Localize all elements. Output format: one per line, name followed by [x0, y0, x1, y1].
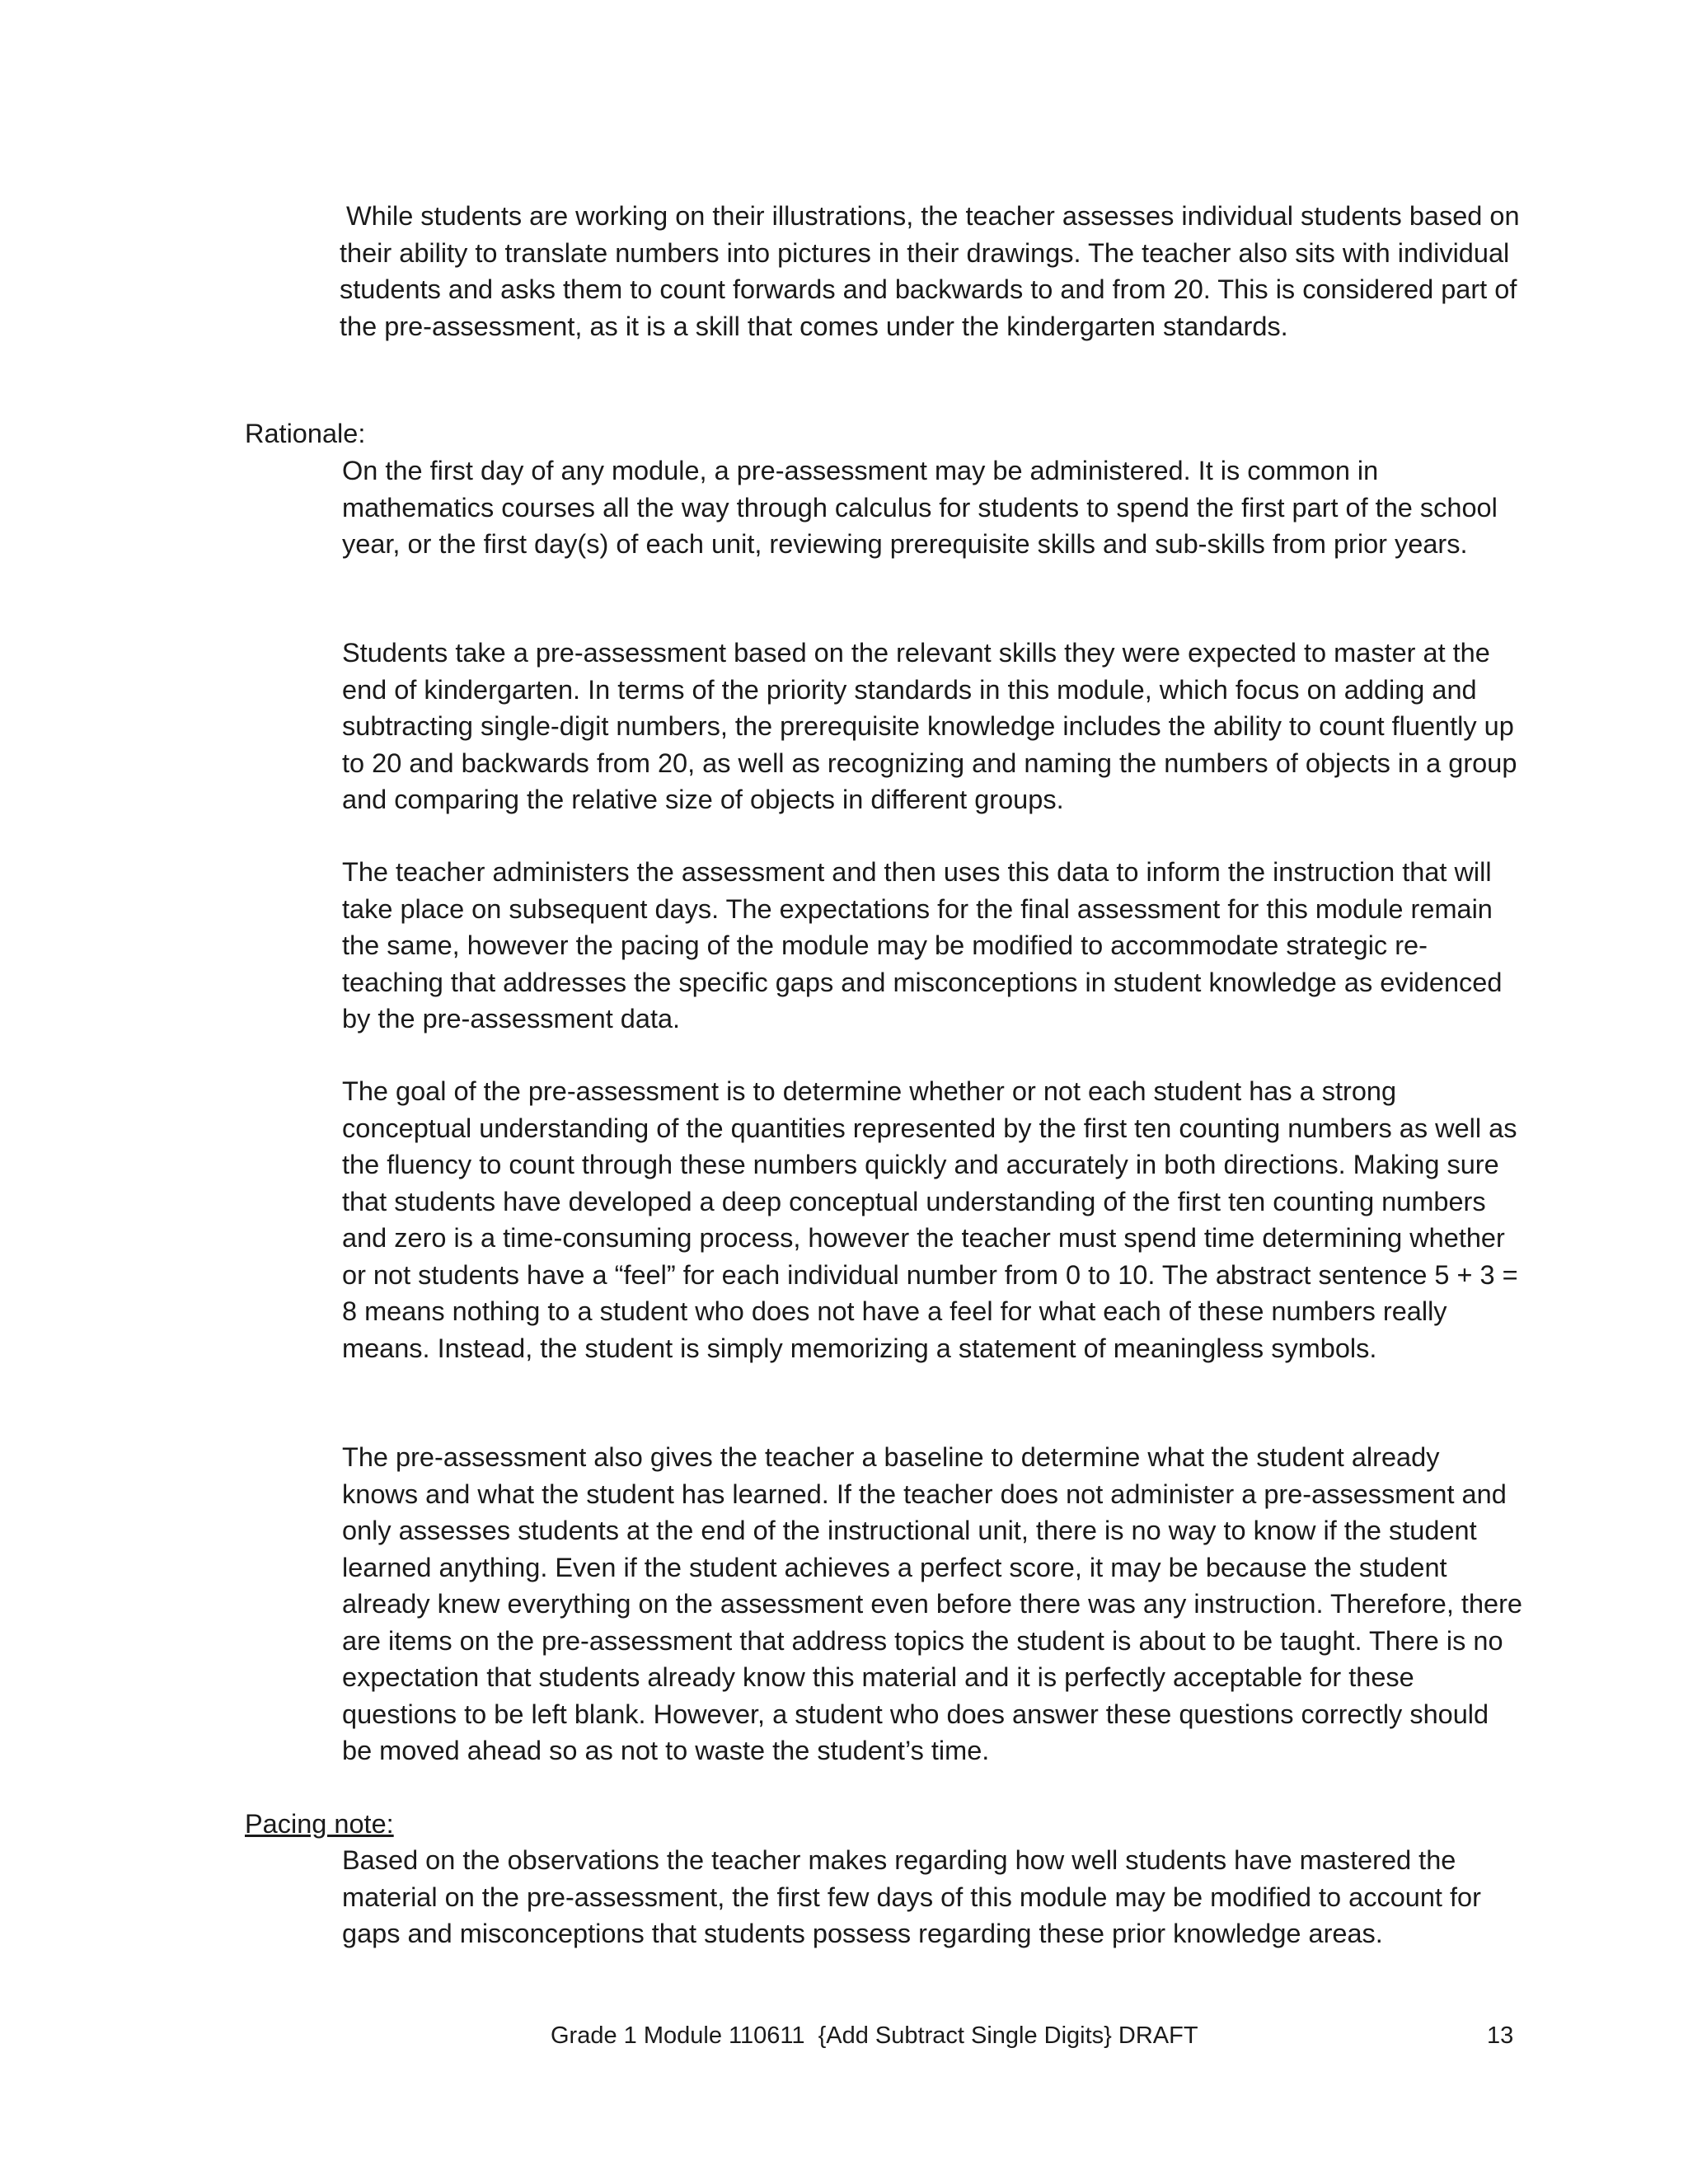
rationale-paragraph-5: The pre-assessment also gives the teacher a baseline to determine what the student already knows and what the student has learned. If the teacher does not administer a pre-assessment and only assesses students at the end of the instructional unit, there is no way to know if the student learned anything. Even if the student achieves a perfect score, it may be because the student already knew everything on the assessment even before there was any instruction. Therefore, there are items on the pre-assessment that address topics the student is about to be taught. There is no expectation that students already know this material and it is perfectly acceptable for these questions to be left blank. However, a student who does answer these questions correctly should be moved ahead so as not to waste the student’s time. [342, 1442, 1522, 1765]
page-number: 13 [1487, 2022, 1514, 2049]
page-footer [0, 2018, 1688, 2054]
pacing-note-heading: Pacing note: [245, 1809, 394, 1839]
intro-paragraph: While students are working on their illustrations, the teacher assesses individual students based on their ability to translate numbers into pictures in their drawings. The teacher also sits with individual students and asks them to count forwards and backwards to and from 20. This is considered part of the pre-assessment, as it is a skill that comes under the kindergarten standards. [340, 201, 1520, 341]
rationale-paragraph-2: Students take a pre-assessment based on the relevant skills they were expected to master at the end of kindergarten. In terms of the priority standards in this module, which focus on adding and subtracting single-digit numbers, the prerequisite knowledge includes the ability to count fluently up to 20 and backwards from 20, as well as recognizing and naming the numbers of objects in a group and comparing the relative size of objects in different groups. [342, 638, 1517, 814]
rationale-paragraph-4: The goal of the pre-assessment is to determine whether or not each student has a strong conceptual understanding of the quantities represented by the first ten counting numbers as well as the fluency to count through these numbers quickly and accurately in both directions. Making sure that students have developed a deep conceptual understanding of the first ten counting numbers and zero is a time-consuming process, however the teacher must spend time determining whether or not students have a “feel” for each individual number from 0 to 10. The abstract sentence 5 + 3 = 8 means nothing to a student who does not have a feel for what each of these numbers really means. Instead, the student is simply memorizing a statement of meaningless symbols. [342, 1076, 1518, 1363]
rationale-paragraph-3: The teacher administers the assessment and then uses this data to inform the instruction that will take place on subsequent days. The expectations for the final assessment for this module remain the same, however the pacing of the module may be modified to accommodate strategic re-teaching that addresses the specific gaps and misconceptions in student knowledge as evidenced by the pre-assessment data. [342, 857, 1503, 1033]
rationale-paragraph-1: On the first day of any module, a pre-assessment may be administered. It is common in mathematics courses all the way through calculus for students to spend the first part of the school year, or the first day(s) of each unit, reviewing prerequisite skills and sub-skills from prior years. [342, 456, 1498, 559]
pacing-note-paragraph: Based on the observations the teacher makes regarding how well students have mastered the material on the pre-assessment, the first few days of this module may be modified to account for gaps and misconceptions that students possess regarding these prior knowledge areas. [342, 1845, 1481, 1948]
footer-title: Grade 1 Module 110611 {Add Subtract Single Digits} DRAFT [551, 2022, 1198, 2049]
rationale-heading: Rationale: [245, 419, 366, 448]
